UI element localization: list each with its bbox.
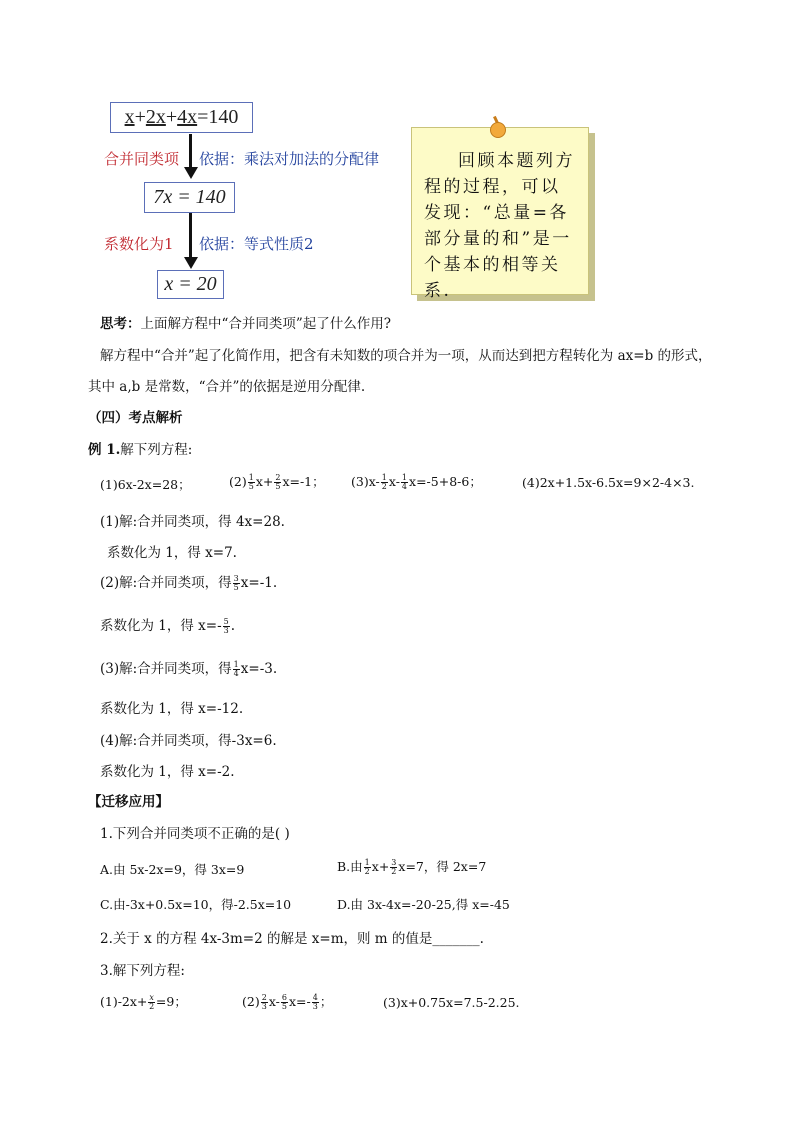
solution-4b: 系数化为 1，得 x=-2. bbox=[100, 764, 235, 780]
q3p1-pre: (1)-2x+ bbox=[100, 994, 148, 1009]
s3a-pre: (3)解:合并同类项，得 bbox=[100, 661, 232, 677]
solution-3b: 系数化为 1，得 x=-12. bbox=[100, 701, 244, 717]
fraction-denominator: 5 bbox=[275, 482, 281, 491]
pushpin-icon bbox=[490, 122, 506, 138]
option-c: C.由-3x+0.5x=10，得-2.5x=10 bbox=[100, 897, 292, 912]
fraction-numerator: 1 bbox=[401, 473, 408, 482]
think-answer-line1: 解方程中“合并”起了化简作用，把含有未知数的项合并为一项，从而达到把方程转化为 ax=b 的形式， bbox=[100, 348, 712, 364]
question-3: 3.解下列方程: bbox=[100, 963, 185, 979]
fraction-numerator: 3 bbox=[233, 574, 239, 583]
fraction bbox=[233, 575, 240, 592]
solution-4a: (4)解:合并同类项，得-3x=6. bbox=[100, 733, 277, 749]
arrow-2-head bbox=[184, 257, 198, 269]
fraction-numerator: 1 bbox=[364, 858, 370, 867]
p3-mid: x- bbox=[388, 474, 400, 489]
q3p1-post: =9； bbox=[155, 994, 187, 1009]
p3-pre: (3)x- bbox=[351, 474, 380, 489]
fraction bbox=[390, 859, 397, 876]
p3-post: x=-5+8-6； bbox=[409, 474, 482, 489]
eq1-plus2: + bbox=[165, 106, 178, 128]
solution-1b: 系数化为 1，得 x=7. bbox=[107, 545, 237, 561]
fraction-numerator: 1 bbox=[248, 473, 254, 482]
optB-pre: B.由 bbox=[337, 859, 363, 874]
fraction bbox=[248, 474, 255, 491]
p2-mid: x+ bbox=[255, 474, 274, 489]
step1-operation: 合并同类项 bbox=[104, 150, 180, 168]
eq1-rhs: =140 bbox=[197, 106, 239, 128]
fraction-numerator: 2 bbox=[275, 473, 281, 482]
p2-post: x=-1； bbox=[282, 474, 325, 489]
fraction bbox=[364, 859, 371, 876]
question-2: 2.关于 x 的方程 4x-3m=2 的解是 x=m，则 m 的值是_______. bbox=[100, 931, 484, 947]
fraction-denominator: 5 bbox=[281, 1002, 287, 1011]
fraction-denominator: 5 bbox=[248, 482, 254, 491]
eq1-term-x: x bbox=[124, 106, 135, 128]
fraction bbox=[401, 474, 408, 491]
fraction-denominator: 3 bbox=[223, 626, 229, 635]
s2b-pre: 系数化为 1，得 x=- bbox=[100, 618, 222, 634]
arrow-1-shaft bbox=[189, 134, 192, 168]
q3-problem-1 bbox=[100, 992, 187, 1011]
fraction-denominator: 4 bbox=[233, 669, 239, 678]
option-a: A.由 5x-2x=9，得 3x=9 bbox=[100, 862, 245, 877]
s3a-post: x=-3. bbox=[240, 661, 278, 677]
fraction-denominator: 3 bbox=[312, 1002, 318, 1011]
step2-operation: 系数化为1 bbox=[104, 235, 174, 253]
fraction-numerator: x bbox=[149, 993, 154, 1002]
q3p2-mid2: x=- bbox=[288, 994, 311, 1009]
fraction-numerator: 5 bbox=[223, 617, 229, 626]
s2b-post: . bbox=[230, 618, 236, 634]
equation-box-2: 7x = 140 bbox=[144, 182, 235, 213]
fraction-numerator: 3 bbox=[391, 858, 397, 867]
fraction-denominator: 2 bbox=[381, 482, 387, 491]
fraction-denominator: 2 bbox=[149, 1002, 155, 1011]
fraction-numerator: 1 bbox=[381, 473, 387, 482]
arrow-1-head bbox=[184, 167, 198, 179]
fraction-denominator: 3 bbox=[261, 1002, 267, 1011]
eq1-plus: + bbox=[134, 106, 146, 128]
example-heading bbox=[88, 438, 192, 458]
solution-1a: (1)解:合并同类项，得 4x=28. bbox=[100, 514, 285, 530]
sticky-note bbox=[411, 127, 589, 301]
fraction-numerator: 4 bbox=[312, 993, 318, 1002]
q3-problem-3: (3)x+0.75x=7.5-2.25. bbox=[383, 995, 520, 1010]
think-line bbox=[100, 312, 391, 332]
question-1: 1.下列合并同类项不正确的是( ) bbox=[100, 826, 290, 842]
problem-3 bbox=[351, 472, 482, 491]
q3p2-mid: x- bbox=[268, 994, 280, 1009]
problem-2 bbox=[229, 472, 325, 491]
example-title: 解下列方程: bbox=[120, 442, 193, 458]
optB-post: x=7，得 2x=7 bbox=[398, 859, 487, 874]
fraction bbox=[274, 474, 281, 491]
solution-3a bbox=[100, 657, 277, 678]
fraction-denominator: 4 bbox=[401, 482, 408, 491]
fraction bbox=[381, 474, 388, 491]
equation-box-1 bbox=[110, 102, 253, 133]
problem-1: (1)6x-2x=28； bbox=[100, 477, 191, 492]
note-text: 回顾本题列方程的过程，可以发现：“总量=各部分量的和”是一个基本的相等关系. bbox=[424, 151, 575, 301]
equation-box-3: x = 20 bbox=[157, 270, 224, 299]
fraction bbox=[223, 618, 230, 635]
s2a-pre: (2)解:合并同类项，得 bbox=[100, 575, 232, 591]
arrow-2-shaft bbox=[189, 213, 192, 258]
think-label: 思考： bbox=[100, 316, 141, 332]
q3p2-post: ； bbox=[319, 994, 333, 1009]
solution-2a bbox=[100, 571, 277, 592]
step1-basis: 依据：乘法对加法的分配律 bbox=[199, 150, 380, 168]
eq1-term-4x: 4x bbox=[177, 106, 198, 128]
fraction-denominator: 2 bbox=[364, 867, 370, 876]
think-answer-line2: 其中 a,b 是常数，“合并”的依据是逆用分配律. bbox=[88, 379, 366, 395]
q3p2-pre: (2) bbox=[242, 994, 260, 1009]
fraction-numerator: 1 bbox=[233, 660, 239, 669]
solution-2b bbox=[100, 614, 235, 635]
fraction-denominator: 2 bbox=[391, 867, 397, 876]
think-question: 上面解方程中“合并同类项”起了什么作用? bbox=[140, 316, 392, 332]
fraction bbox=[261, 994, 268, 1011]
q3-problem-2 bbox=[242, 992, 332, 1011]
step2-basis: 依据：等式性质2 bbox=[199, 235, 314, 253]
option-d: D.由 3x-4x=-20-25,得 x=-45 bbox=[337, 897, 510, 912]
fraction bbox=[233, 661, 240, 678]
optB-mid: x+ bbox=[371, 859, 390, 874]
fraction-numerator: 2 bbox=[261, 993, 267, 1002]
transfer-title: 【迁移应用】 bbox=[88, 794, 169, 810]
s2a-post: x=-1. bbox=[240, 575, 278, 591]
p2-pre: (2) bbox=[229, 474, 247, 489]
fraction-denominator: 5 bbox=[233, 583, 239, 592]
section-title: （四）考点解析 bbox=[88, 410, 183, 426]
example-label: 例 1. bbox=[88, 442, 121, 458]
option-b bbox=[337, 857, 486, 876]
fraction bbox=[148, 994, 155, 1011]
problem-4: (4)2x+1.5x-6.5x=9×2-4×3. bbox=[522, 475, 695, 490]
fraction-numerator: 6 bbox=[281, 993, 287, 1002]
fraction bbox=[312, 994, 319, 1011]
eq1-term-2x: 2x bbox=[145, 106, 166, 128]
fraction bbox=[281, 994, 288, 1011]
